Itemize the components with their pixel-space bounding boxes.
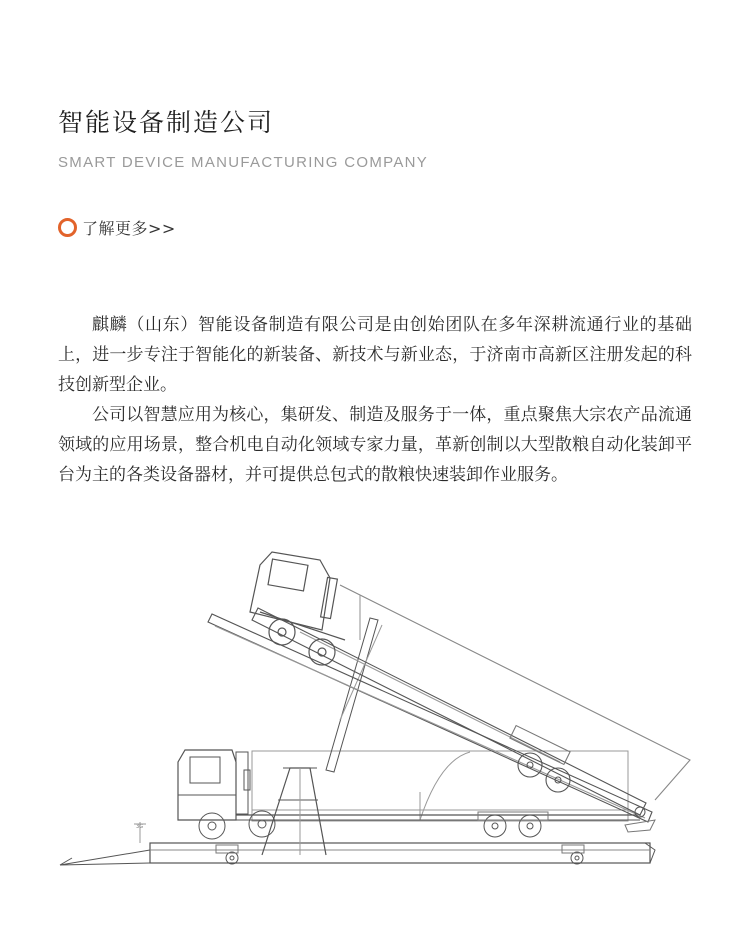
a-frame-support xyxy=(262,768,326,855)
tipping-platform-drawing xyxy=(55,540,695,880)
base-platform xyxy=(60,822,655,865)
page-title: 智能设备制造公司 xyxy=(58,108,275,137)
company-intro xyxy=(58,310,692,490)
intro-paragraph: 麒麟（山东）智能设备制造有限公司是由创始团队在多年深耕流通行业的基础上，进一步专注于智能化的新装备、新技术与新业态，于济南市高新区注册发起的科技创新型企业。 xyxy=(58,315,692,395)
learn-more-link[interactable] xyxy=(58,216,176,239)
ring-icon xyxy=(58,218,77,237)
platform-support-wheels xyxy=(216,845,584,864)
container-outline xyxy=(252,751,628,821)
ground-truck xyxy=(178,750,640,839)
lift-cylinder xyxy=(326,618,382,772)
svg-text:3G: 3G xyxy=(136,824,144,830)
page-subtitle: SMART DEVICE MANUFACTURING COMPANY xyxy=(58,154,429,171)
learn-more-label: 了解更多>> xyxy=(82,219,176,238)
intro-paragraph: 公司以智慧应用为核心，集研发、制造及服务于一体，重点聚焦大宗农产品流通领域的应用场景，整合机电自动化领域专家力量，革新创制以大型散粮自动化装卸平台为主的各类设备器材，并可提供总包式的散粮快速装卸作业服务。 xyxy=(58,405,692,485)
